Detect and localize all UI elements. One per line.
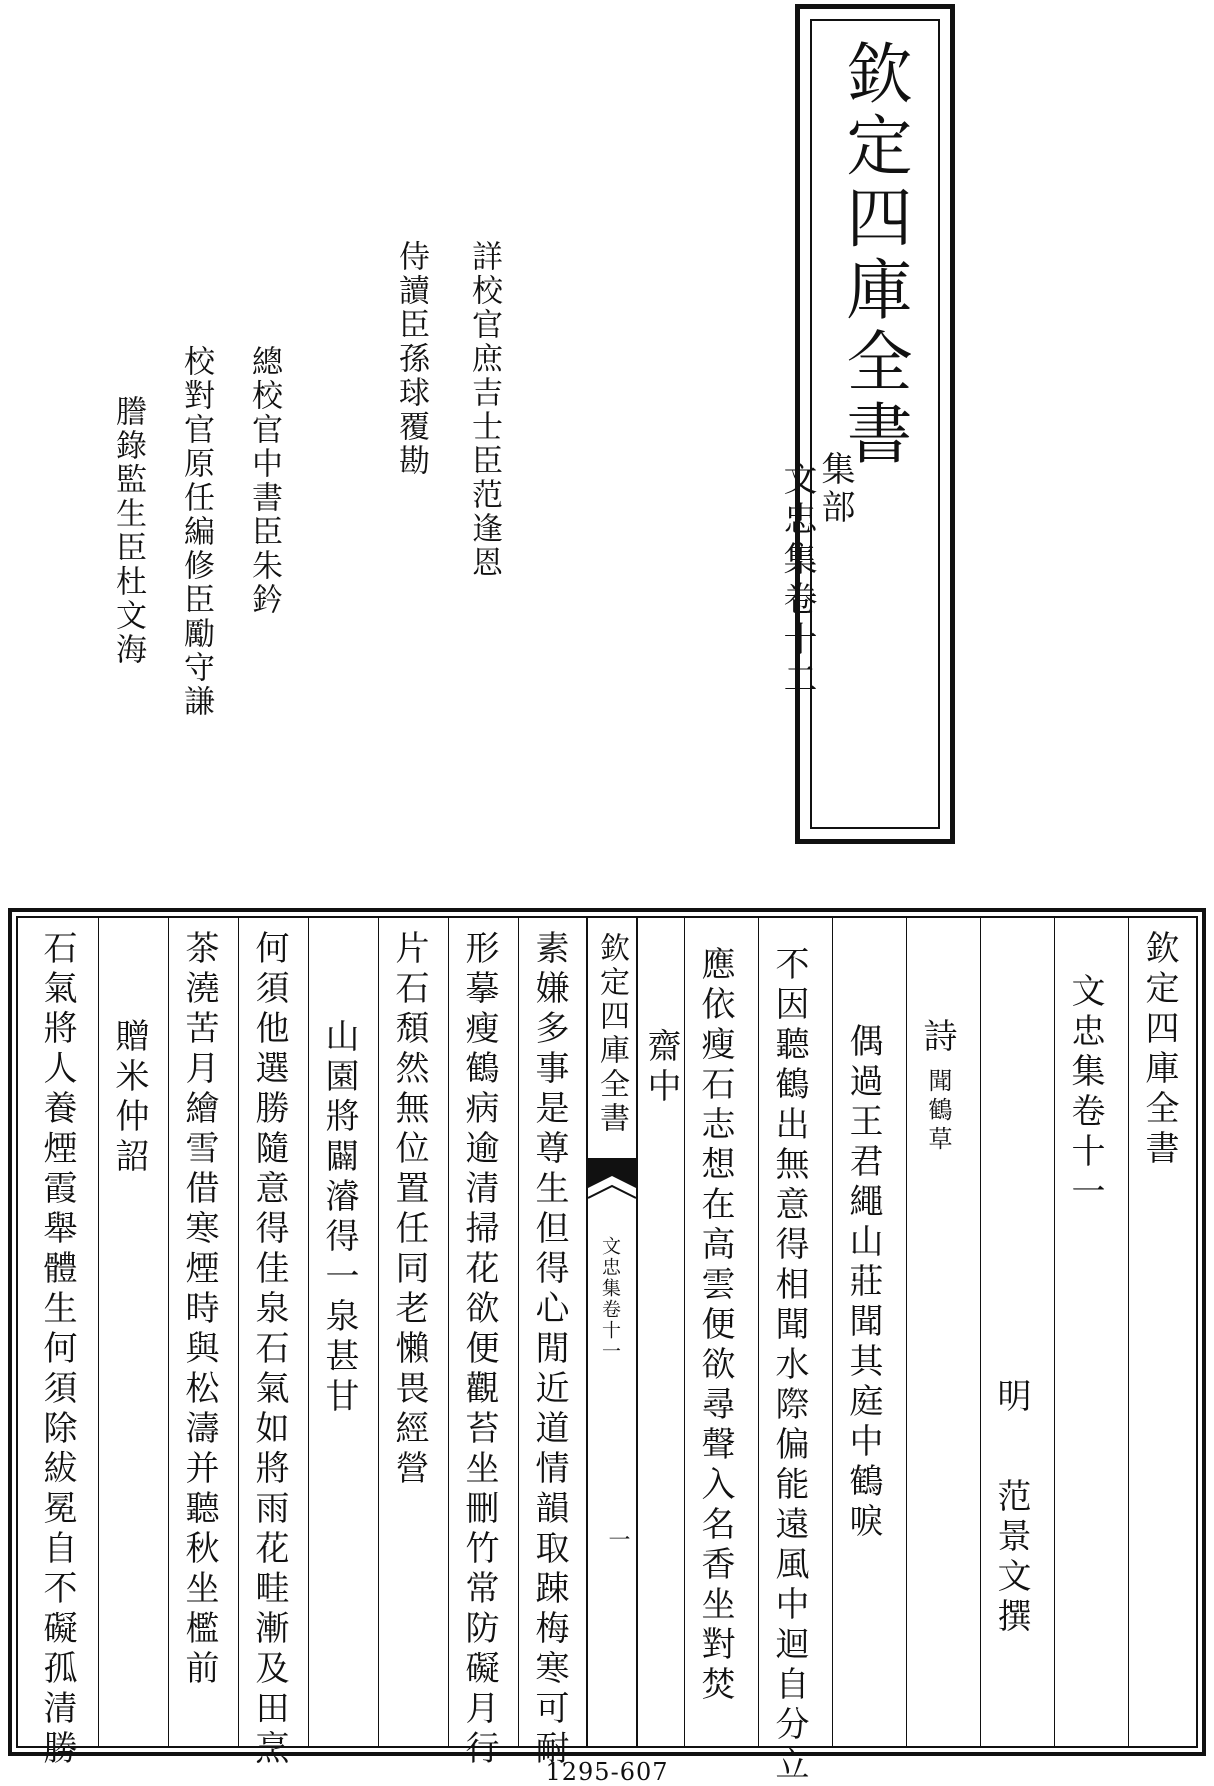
poem-title: 山園將闢濬得一泉甚甘 [319,1018,359,1418]
page-header-title: 欽定四庫全書 [1139,930,1179,1170]
poem-line: 應依瘦石志想在高雲便欲尋聲入名香坐對焚 [695,946,735,1706]
staff-reviewer: 侍讀臣孫球覆勘 [393,240,429,478]
gutter-folio: 一 [605,1528,630,1550]
poem-line: 石氣將人養煙霞舉體生何須除紱冕自不礙孤清勝 [37,930,77,1770]
poem-line: 素嫌多事是尊生但得心閒近道情韻取踈梅寒可耐 [529,930,569,1770]
cover-title-panel [777,4,955,844]
poem-line: 不因聽鶴出無意得相聞水際偏能遠風中迴自分立 [769,946,809,1786]
subsection-label: 聞鶴草 [924,1068,952,1155]
book-volume: 文忠集卷十一 [1065,973,1105,1213]
gutter-volume: 文忠集卷十一 [599,1236,621,1362]
page-number: 1295-607 [545,1758,669,1786]
author-dynasty: 明 [991,1378,1031,1418]
cover-volume-label: 文忠集卷十二 [777,461,817,701]
cover-section-label: 集部 [815,451,855,527]
staff-chief-proofreader: 總校官中書臣朱鈐 [246,345,282,617]
poem-title: 偶過王君繩山莊聞其庭中鶴唳 [843,1023,883,1543]
fishtail-mark-icon [588,1158,636,1204]
author-name: 范景文撰 [991,1478,1031,1638]
gutter-title: 欽定四庫全書 [594,932,629,1136]
poem-line: 片石頹然無位置任同老懶畏經營 [389,930,429,1490]
cover-title-inner-frame [777,19,940,829]
staff-detail-proofreader: 詳校官庶吉士臣范逢恩 [466,240,502,580]
staff-proofreader: 校對官原任編修臣勵守謙 [178,345,214,719]
poem-title: 贈米仲詔 [109,1018,149,1178]
page-gutter [586,918,638,1746]
poem-line: 形摹瘦鶴病逾清掃花欲便觀苔坐刪竹常防礙月行 [459,930,499,1770]
staff-copyist: 謄錄監生臣杜文海 [110,395,146,667]
poem-title: 齋中 [641,1028,681,1108]
poem-line: 茶澆苦月繪雪借寒煙時與松濤并聽秋坐檻前 [179,930,219,1690]
cover-main-title: 欽定四庫全書 [835,39,912,471]
genre-label: 詩 [917,1018,957,1058]
poem-line: 何須他選勝隨意得佳泉石氣如將雨花畦漸及田烹 [249,930,289,1770]
